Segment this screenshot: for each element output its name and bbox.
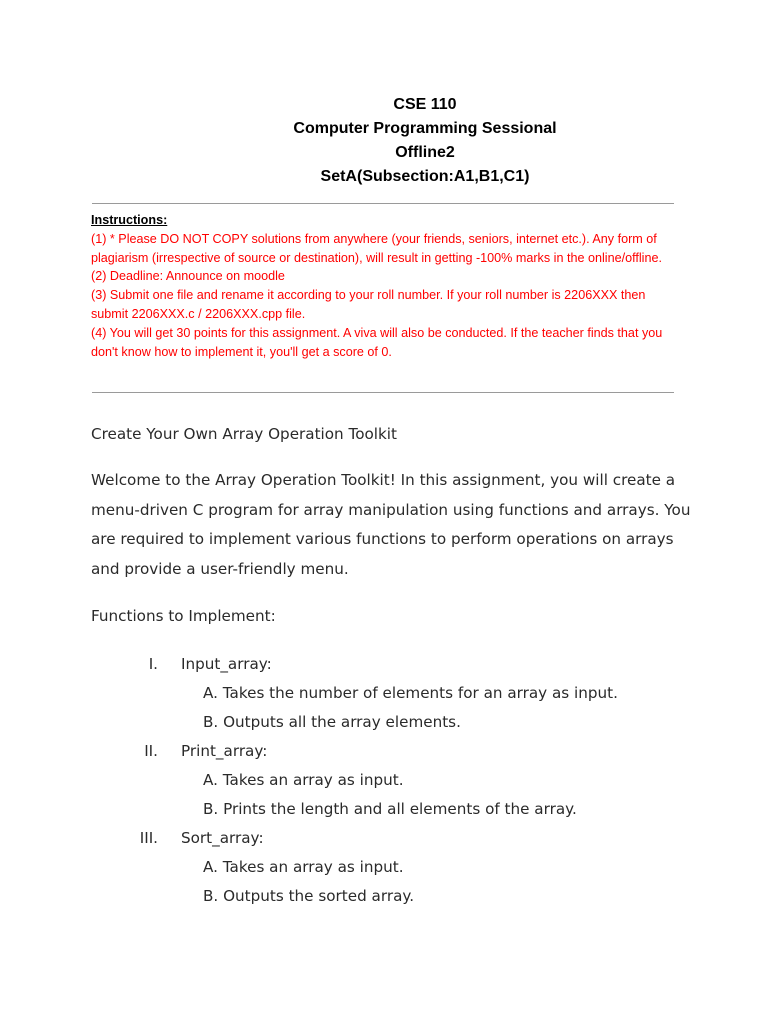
function-numeral: I. [148,655,158,673]
divider-bottom [92,392,674,393]
assignment-subtitle: Create Your Own Array Operation Toolkit [91,425,397,443]
function-detail: A. Takes the number of elements for an array as input. [203,684,618,702]
function-numeral: II. [144,742,158,760]
function-name: Print_array: [181,742,268,760]
document-header [0,93,768,189]
divider-top [92,203,674,204]
set-info: SetA(Subsection:A1,B1,C1) [320,168,530,185]
instruction-item: (3) Submit one file and rename it according to your roll number. If your roll number is 2206XXX then submit 2206XXX.c / 2206XXX.cpp file. [91,288,646,321]
function-name: Input_array: [181,655,272,673]
function-detail: A. Takes an array as input. [203,858,404,876]
function-numeral: III. [139,829,158,847]
instruction-item: (2) Deadline: Announce on moodle [91,269,285,284]
function-detail: B. Outputs the sorted array. [203,887,415,905]
instruction-item: (4) You will get 30 points for this assignment. A viva will also be conducted. If the teacher finds that you don't know how to implement it, you'll get a score of 0. [91,325,663,359]
function-name: Sort_array: [181,829,264,847]
function-detail: B. Outputs all the array elements. [203,713,461,731]
course-title: Computer Programming Sessional [293,120,557,137]
function-detail: A. Takes an array as input. [203,771,404,789]
instruction-item: (1) * Please DO NOT COPY solutions from anywhere (your friends, seniors, internet etc.). Any form of plagiarism (irrespective of source or destination), will result in getting -100% marks in the online/offline. [91,231,662,265]
functions-heading: Functions to Implement: [91,607,276,625]
instructions-title: Instructions: [91,213,168,227]
intro-paragraph: Welcome to the Array Operation Toolkit! In this assignment, you will create a menu-driven C program for array manipulation using functions and arrays. You are required to implement various functions to perform operations on arrays and provide a user-friendly menu. [91,471,691,578]
course-code: CSE 110 [393,96,457,113]
assignment-name: Offline2 [395,144,455,161]
function-detail: B. Prints the length and all elements of the array. [203,800,577,818]
instructions-block [91,211,681,361]
